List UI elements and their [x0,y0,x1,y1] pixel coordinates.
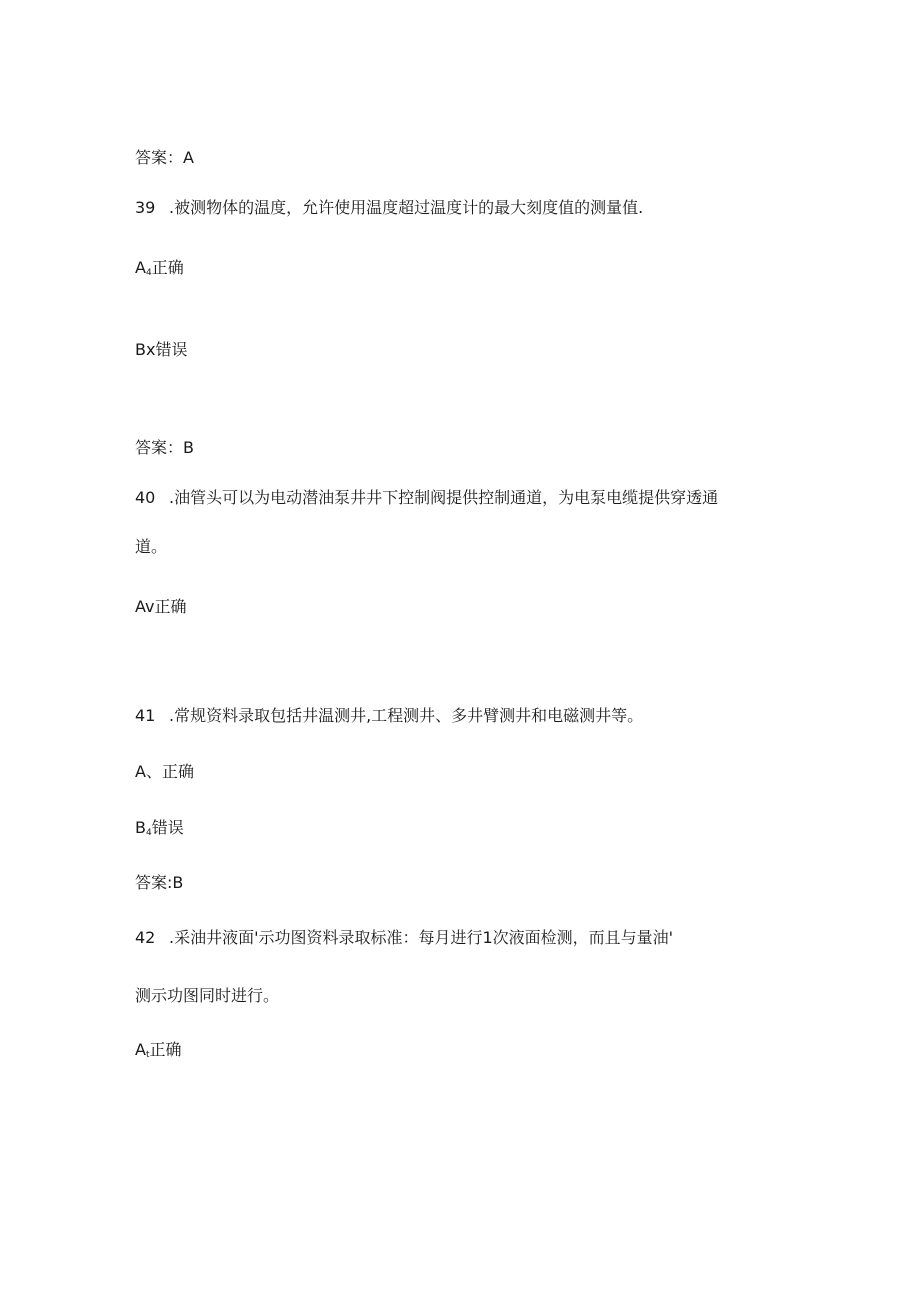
question-39 [135,198,643,218]
question-text: .常规资料录取包括井温测井,工程测井、多井臂测井和电磁测井等。 [169,706,644,725]
option-letter: B [135,340,146,359]
question-number: 42 [135,928,156,947]
question-40 [135,488,718,508]
option-mark: 4 [145,828,152,838]
question-42-continued: 测示功图同时进行。 [135,986,280,1005]
option-letter: A [135,258,146,277]
question-text: .被测物体的温度，允许使用温度超过温度计的最大刻度值的测量值. [169,198,644,217]
option-41-a: A、正确 [135,762,194,781]
option-mark: t [145,1050,150,1060]
option-41-b [135,818,184,843]
option-text: 错误 [155,340,188,359]
option-42-a [135,1040,182,1065]
option-39-a [135,258,184,283]
option-letter: B [135,818,146,837]
option-text: 正确 [151,258,184,277]
question-text: .油管头可以为电动潜油泵井井下控制阀提供控制通道，为电泵电缆提供穿透通 [169,488,719,507]
option-39-b [135,340,187,360]
question-40-continued: 道。 [135,537,168,556]
option-mark: 4 [145,268,152,278]
answer-38: 答案：A [135,148,194,167]
question-number: 39 [135,198,156,217]
option-mark: v [145,597,155,616]
option-text: 正确 [149,1040,182,1059]
option-40-a [135,597,187,617]
question-number: 40 [135,488,156,507]
option-mark: x [145,340,156,359]
question-41 [135,706,643,726]
option-letter: A [135,1040,146,1059]
question-42 [135,928,673,948]
question-text: .采油井液面'示功图资料录取标准：每月进行1次液面检测，而且与量油' [169,928,674,947]
option-text: 错误 [151,818,184,837]
option-letter: A [135,597,146,616]
question-number: 41 [135,706,156,725]
answer-39: 答案：B [135,438,194,457]
answer-41: 答案:B [135,873,184,892]
option-text: 正确 [154,597,187,616]
